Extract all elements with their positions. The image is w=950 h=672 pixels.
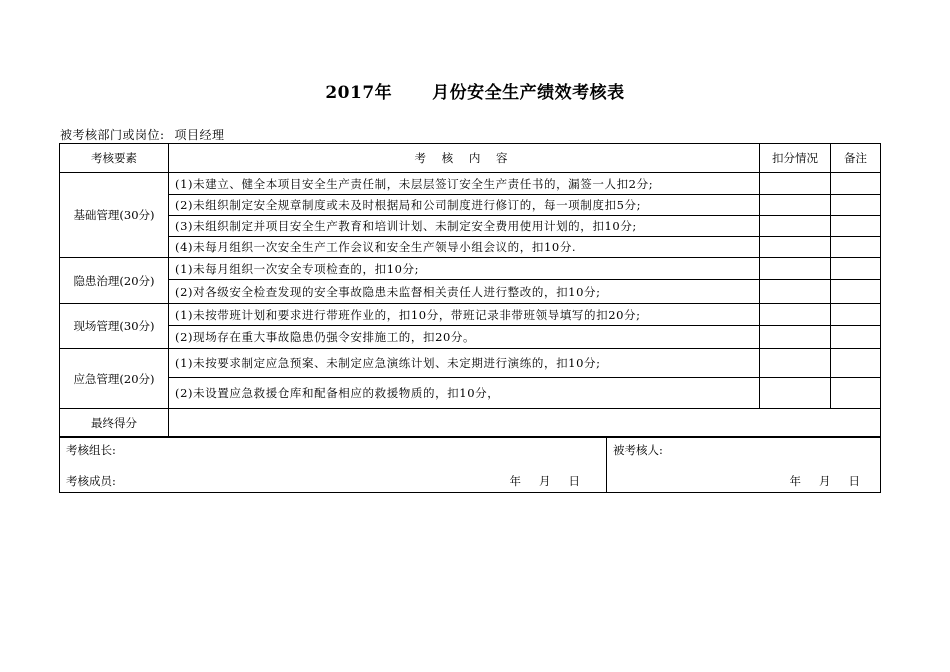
examinee-label: 被考核人: xyxy=(613,443,663,457)
remark-cell[interactable] xyxy=(831,216,881,237)
remark-cell[interactable] xyxy=(831,258,881,280)
remark-cell[interactable] xyxy=(831,378,881,409)
header-element: 考核要素 xyxy=(60,144,169,173)
item-content: (1)未按带班计划和要求进行带班作业的，扣10分，带班记录非带班领导填写的扣20分; xyxy=(169,304,760,326)
department-label: 被考核部门或岗位: xyxy=(60,128,165,142)
remark-cell[interactable] xyxy=(831,280,881,304)
table-row xyxy=(60,349,881,378)
leader-label: 考核组长: xyxy=(66,443,116,457)
header-content: 考 核 内 容 xyxy=(169,144,760,173)
title-year: 2017年 xyxy=(325,83,393,103)
date-month: 月 xyxy=(539,474,551,488)
assessment-table xyxy=(59,143,881,437)
examiner-date xyxy=(492,474,581,488)
item-content: (1)未每月组织一次安全专项检查的，扣10分; xyxy=(169,258,760,280)
item-content: (3)未组织制定并项目安全生产教育和培训计划、未制定安全费用使用计划的，扣10分; xyxy=(169,216,760,237)
date-month: 月 xyxy=(819,474,831,488)
examinee-cell[interactable] xyxy=(607,438,881,493)
examinee-date xyxy=(772,474,861,488)
table-row xyxy=(60,378,881,409)
table-row xyxy=(60,173,881,195)
table-row xyxy=(60,258,881,280)
remark-cell[interactable] xyxy=(831,326,881,349)
deduct-cell[interactable] xyxy=(760,326,831,349)
final-score-row xyxy=(60,409,881,437)
remark-cell[interactable] xyxy=(831,195,881,216)
table-row xyxy=(60,216,881,237)
signature-row xyxy=(60,438,881,493)
member-label: 考核成员: xyxy=(66,474,116,488)
item-content: (1)未建立、健全本项目安全生产责任制，未层层签订安全生产责任书的，漏签一人扣2分; xyxy=(169,173,760,195)
remark-cell[interactable] xyxy=(831,173,881,195)
remark-cell[interactable] xyxy=(831,237,881,258)
final-score-label: 最终得分 xyxy=(60,409,169,437)
deduct-cell[interactable] xyxy=(760,216,831,237)
table-header-row xyxy=(60,144,881,173)
date-year: 年 xyxy=(509,474,521,488)
header-deduct: 扣分情况 xyxy=(760,144,831,173)
deduct-cell[interactable] xyxy=(760,378,831,409)
deduct-cell[interactable] xyxy=(760,280,831,304)
group-name: 隐患治理(20分) xyxy=(60,258,169,304)
title-text: 月份安全生产绩效考核表 xyxy=(432,83,625,103)
department-value: 项目经理 xyxy=(174,128,225,142)
deduct-cell[interactable] xyxy=(760,237,831,258)
header-remark: 备注 xyxy=(831,144,881,173)
deduct-cell[interactable] xyxy=(760,349,831,378)
examiner-cell[interactable] xyxy=(60,438,607,493)
group-name: 应急管理(20分) xyxy=(60,349,169,409)
final-score-value[interactable] xyxy=(169,409,881,437)
table-row xyxy=(60,237,881,258)
table-row xyxy=(60,280,881,304)
deduct-cell[interactable] xyxy=(760,304,831,326)
remark-cell[interactable] xyxy=(831,349,881,378)
department-line xyxy=(60,126,225,143)
group-name: 基础管理(30分) xyxy=(60,173,169,258)
date-year: 年 xyxy=(789,474,801,488)
table-row xyxy=(60,326,881,349)
group-name: 现场管理(30分) xyxy=(60,304,169,349)
deduct-cell[interactable] xyxy=(760,173,831,195)
table-row xyxy=(60,304,881,326)
item-content: (2)现场存在重大事故隐患仍强令安排施工的，扣20分。 xyxy=(169,326,760,349)
deduct-cell[interactable] xyxy=(760,195,831,216)
remark-cell[interactable] xyxy=(831,304,881,326)
item-content: (4)未每月组织一次安全生产工作会议和安全生产领导小组会议的，扣10分. xyxy=(169,237,760,258)
date-day: 日 xyxy=(568,474,580,488)
table-row xyxy=(60,195,881,216)
item-content: (2)未组织制定安全规章制度或未及时根据局和公司制度进行修订的，每一项制度扣5分; xyxy=(169,195,760,216)
deduct-cell[interactable] xyxy=(760,258,831,280)
item-content: (2)对各级安全检查发现的安全事故隐患未监督相关责任人进行整改的，扣10分; xyxy=(169,280,760,304)
item-content: (2)未设置应急救援仓库和配备相应的救援物质的，扣10分， xyxy=(169,378,760,409)
date-day: 日 xyxy=(848,474,860,488)
signature-table xyxy=(59,437,881,493)
page-title xyxy=(0,78,950,103)
item-content: (1)未按要求制定应急预案、未制定应急演练计划、未定期进行演练的，扣10分; xyxy=(169,349,760,378)
